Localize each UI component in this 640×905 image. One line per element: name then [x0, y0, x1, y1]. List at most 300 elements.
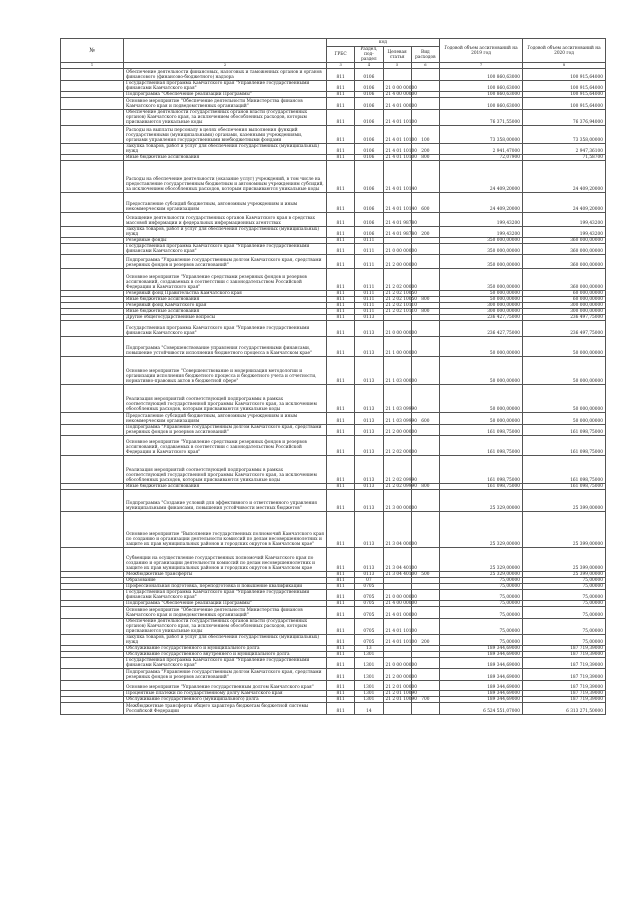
col-index: 1: [61, 63, 124, 69]
row-no: [61, 269, 124, 291]
row-2019: 50 000,00000: [440, 291, 523, 297]
row-rz: 0106: [355, 92, 383, 98]
col-code-header: код: [327, 39, 440, 47]
row-rz: 0106: [355, 161, 383, 193]
budget-table: [60, 38, 606, 715]
row-2019: 189 344,69000: [440, 669, 523, 681]
row-name: Основное мероприятие "Обеспечение деятельности Министерства финансов Камчатского края и подведомственных организаций": [124, 607, 327, 619]
row-rz: 0106: [355, 193, 383, 213]
row-grbs: 811: [327, 590, 355, 601]
row-grbs: 811: [327, 697, 355, 703]
row-no: [61, 144, 124, 155]
row-cs: 21 2 02 10050: [383, 291, 411, 297]
row-no: [61, 161, 124, 193]
col-2019-header: Годовой объем ассигнований на 2019 год: [440, 39, 523, 63]
row-cs: 21 0 00 00000: [383, 321, 411, 337]
row-cs: 21 2 02 00000: [383, 436, 411, 456]
row-no: [61, 213, 124, 227]
row-2020: 161 098,75000: [523, 436, 606, 456]
row-cs: 21 0 00 00000: [383, 590, 411, 601]
row-2019: 161 098,75000: [440, 436, 523, 456]
row-rz: 0111: [355, 291, 383, 297]
budget-table-page: [60, 38, 606, 715]
row-grbs: 811: [327, 69, 355, 81]
row-no: [61, 703, 124, 715]
row-name: Основное мероприятие "Управление средствами резервных фондов и резервов ассигнований, создаваемых в соответствии с законодательством Российской Федерации и Камчатского края": [124, 436, 327, 456]
row-cs: 21 3 04 00000: [383, 512, 411, 548]
row-no: [61, 337, 124, 357]
row-2019: 75,00000: [440, 584, 523, 590]
row-grbs: 811: [327, 126, 355, 144]
row-no: [61, 69, 124, 81]
row-no: [61, 98, 124, 110]
row-2020: 360 000,00000: [523, 238, 606, 244]
col-2020-header: Годовой объем ассигнований на 2020 год: [523, 39, 606, 63]
row-grbs: 811: [327, 98, 355, 110]
row-2020: 75,00000: [523, 635, 606, 646]
row-rz: 0106: [355, 144, 383, 155]
table-row: [61, 669, 606, 681]
row-cs: 21 0 00 00000: [383, 658, 411, 669]
row-2020: 199,43200: [523, 213, 606, 227]
row-rz: 0111: [355, 269, 383, 291]
row-name: Основное мероприятие "Выполнение государственных полномочий Камчатского края по созданию и организации деятельности комиссий по делам несовершеннолетних и защите их прав муниципальных районов и городских округов в Камчатском крае": [124, 512, 327, 548]
table-row: [61, 619, 606, 635]
row-vr: 800: [411, 484, 439, 490]
row-2020: 75,00000: [523, 590, 606, 601]
row-name: Расходы на обеспечение деятельности (оказание услуг) учреждений, в том числе на предоставление государственным бюджетным и автономным учреждениям субсидий, за исключением обособленных расходов, которым присваиваются уникальные коды: [124, 161, 327, 193]
table-row: [61, 413, 606, 425]
row-2020: 300 000,00000: [523, 303, 606, 309]
row-2019: 24 409,20000: [440, 161, 523, 193]
row-name: Подпрограмма "Создание условий для эффективного и ответственного управления муниципальными финансами, повышения устойчивости местных бюджетов": [124, 490, 327, 512]
row-name: Государственная программа Камчатского края "Управление государственными финансами Камчатского края": [124, 658, 327, 669]
row-cs: [383, 703, 411, 715]
col-cs-header: Целевая статья: [383, 47, 411, 63]
row-2020: 6 313 271,50000: [523, 703, 606, 715]
row-2020: 60 000,00000: [523, 297, 606, 303]
row-no: [61, 357, 124, 385]
row-2019: 161 098,75000: [440, 456, 523, 484]
row-2019: 199,43200: [440, 213, 523, 227]
table-row: [61, 681, 606, 691]
row-2019: 72,07900: [440, 155, 523, 161]
row-cs: 21 4 01 10140: [383, 161, 411, 193]
row-2020: 187 719,39000: [523, 658, 606, 669]
row-no: [61, 227, 124, 238]
row-no: [61, 681, 124, 691]
row-cs: 21 4 00 00000: [383, 601, 411, 607]
table-row: [61, 456, 606, 484]
row-2019: 76 371,55000: [440, 110, 523, 126]
table-row: [61, 126, 606, 144]
row-name: Процентные платежи по государственному долгу Камчатского края: [124, 691, 327, 697]
row-cs: 21 3 04 40100: [383, 548, 411, 572]
row-no: [61, 635, 124, 646]
row-2019: 75,00000: [440, 619, 523, 635]
col-index: 4: [355, 63, 383, 69]
table-row: [61, 337, 606, 357]
row-rz: 0111: [355, 297, 383, 303]
row-no: [61, 385, 124, 413]
row-name: Субвенции на осуществление государственных полномочий Камчатского края по созданию и организации деятельности комиссий по делам несовершеннолетних и защите их прав муниципальных районов и городских округов в Камчатском крае: [124, 548, 327, 572]
row-grbs: 811: [327, 92, 355, 98]
row-name: Подпрограмма "Обеспечение реализации Программы": [124, 92, 327, 98]
row-rz: 0113: [355, 315, 383, 321]
row-2019: 75,00000: [440, 601, 523, 607]
row-rz: 07: [355, 578, 383, 584]
row-2019: 189 344,69000: [440, 646, 523, 652]
row-rz: 0113: [355, 337, 383, 357]
row-cs: 21 1 03 09990: [383, 413, 411, 425]
row-rz: 13: [355, 646, 383, 652]
budget-rows: [61, 69, 606, 715]
row-grbs: 811: [327, 601, 355, 607]
row-name: Иные бюджетные ассигнования: [124, 155, 327, 161]
row-vr: 600: [411, 193, 439, 213]
row-vr: 500: [411, 572, 439, 578]
row-cs: 21 3 00 00000: [383, 490, 411, 512]
row-2020: 100 915,64000: [523, 92, 606, 98]
row-no: [61, 413, 124, 425]
table-row: [61, 357, 606, 385]
row-rz: 1301: [355, 691, 383, 697]
row-grbs: 811: [327, 297, 355, 303]
row-rz: 1301: [355, 658, 383, 669]
row-2019: 350 000,00000: [440, 269, 523, 291]
row-2019: 189 344,69000: [440, 658, 523, 669]
row-cs: 21 1 03 00000: [383, 357, 411, 385]
row-grbs: 811: [327, 619, 355, 635]
row-grbs: 811: [327, 607, 355, 619]
table-row: [61, 607, 606, 619]
row-2020: 25 399,00000: [523, 548, 606, 572]
row-rz: 0111: [355, 244, 383, 255]
row-name: Основное мероприятие "Обеспечение деятельности Министерства финансов Камчатского края и подведомственных организаций": [124, 98, 327, 110]
row-2019: 2 941,47000: [440, 144, 523, 155]
row-vr: 200: [411, 144, 439, 155]
row-rz: 0106: [355, 110, 383, 126]
table-row: [61, 244, 606, 255]
table-row: [61, 635, 606, 646]
row-rz: 0111: [355, 238, 383, 244]
row-vr: [411, 703, 439, 715]
row-2020: 75,00000: [523, 601, 606, 607]
row-name: Основное мероприятие "Совершенствование и модернизация методологии и организации исполнения бюджетного процесса и бюджетного учета и отчетности, нормативно-правовых актов в бюджетной сфере": [124, 357, 327, 385]
row-name: Иные бюджетные ассигнования: [124, 297, 327, 303]
row-cs: 21 3 04 40100: [383, 572, 411, 578]
row-grbs: 811: [327, 110, 355, 126]
row-name: Резервные фонды: [124, 238, 327, 244]
row-cs: 21 2 01 00000: [383, 681, 411, 691]
row-name: Оснащение деятельности государственных органов Камчатского края в средствах массовой информации и федеральных информационных агентствах: [124, 213, 327, 227]
row-2020: 236 497,75000: [523, 315, 606, 321]
col-rz-header: Раздел, под-раздел: [355, 47, 383, 63]
row-2019: 24 409,20000: [440, 193, 523, 213]
row-vr: 600: [411, 413, 439, 425]
row-no: [61, 456, 124, 484]
row-rz: 0106: [355, 81, 383, 92]
row-name: Обеспечение деятельности финансовых, налоговых и таможенных органов и органов финансового (финансово-бюджетного) надзора: [124, 69, 327, 81]
row-name: Межбюджетные трансферты: [124, 572, 327, 578]
row-grbs: 811: [327, 309, 355, 315]
row-2020: 236 497,75000: [523, 321, 606, 337]
row-2019: 100 860,63000: [440, 92, 523, 98]
row-2019: 25 329,00000: [440, 572, 523, 578]
row-2020: 360 000,00000: [523, 255, 606, 269]
row-2019: 189 344,69000: [440, 681, 523, 691]
row-2019: 25 329,00000: [440, 548, 523, 572]
row-2019: 73 358,00000: [440, 126, 523, 144]
row-grbs: 811: [327, 413, 355, 425]
row-rz: 0113: [355, 512, 383, 548]
row-2019: 25 329,00000: [440, 490, 523, 512]
row-2019: 100 860,63000: [440, 81, 523, 92]
row-2020: 75,00000: [523, 619, 606, 635]
row-name: Реализация мероприятий соответствующей подпрограммы в рамках соответствующей государственной программы Камчатского края, за исключением обособленных расходов, которым присваиваются уникальные коды: [124, 456, 327, 484]
row-2019: 75,00000: [440, 635, 523, 646]
row-rz: 0111: [355, 255, 383, 269]
table-row: [61, 590, 606, 601]
row-cs: 21 4 01 10140: [383, 193, 411, 213]
row-2020: 161 098,75000: [523, 484, 606, 490]
row-no: [61, 436, 124, 456]
row-cs: 21 4 01 00000: [383, 607, 411, 619]
row-cs: 21 2 02 10110: [383, 303, 411, 309]
row-name: Закупка товаров, работ и услуг для обеспечения государственных (муниципальных) нужд: [124, 635, 327, 646]
row-2019: 300 000,00000: [440, 303, 523, 309]
row-no: [61, 548, 124, 572]
row-2019: 75,00000: [440, 590, 523, 601]
table-row: [61, 161, 606, 193]
row-2019: 50 000,00000: [440, 413, 523, 425]
table-row: [61, 227, 606, 238]
row-grbs: 811: [327, 315, 355, 321]
row-rz: 0705: [355, 590, 383, 601]
row-rz: 0705: [355, 601, 383, 607]
row-name: Основное мероприятие "Управление государственным долгом Камчатского края": [124, 681, 327, 691]
row-vr: [411, 69, 439, 81]
table-row: [61, 255, 606, 269]
row-grbs: 811: [327, 584, 355, 590]
row-grbs: 811: [327, 244, 355, 255]
row-2020: 2 947,36100: [523, 144, 606, 155]
row-rz: 0113: [355, 413, 383, 425]
col-grbs-header: ГРБС: [327, 47, 355, 63]
table-row: [61, 658, 606, 669]
row-no: [61, 193, 124, 213]
row-2019: 50 000,00000: [440, 297, 523, 303]
row-2019: 100 860,63000: [440, 69, 523, 81]
row-grbs: 811: [327, 144, 355, 155]
row-cs: 21 4 01 10100: [383, 144, 411, 155]
row-2019: 199,43200: [440, 227, 523, 238]
row-cs: 21 0 00 00000: [383, 244, 411, 255]
row-grbs: 811: [327, 436, 355, 456]
row-2019: 161 098,75000: [440, 425, 523, 436]
row-2020: 100 915,64000: [523, 98, 606, 110]
row-grbs: 811: [327, 161, 355, 193]
row-name: Иные бюджетные ассигнования: [124, 484, 327, 490]
table-row: [61, 385, 606, 413]
row-2020: 25 399,00000: [523, 572, 606, 578]
row-no: [61, 619, 124, 635]
row-rz: 0705: [355, 619, 383, 635]
row-vr: 200: [411, 227, 439, 238]
row-2020: 187 719,39000: [523, 646, 606, 652]
row-name: Закупка товаров, работ и услуг для обеспечения государственных (муниципальных) нужд: [124, 144, 327, 155]
row-cs: 21 2 02 10110: [383, 309, 411, 315]
row-vr: 100: [411, 126, 439, 144]
row-vr: 200: [411, 635, 439, 646]
row-grbs: 811: [327, 238, 355, 244]
row-rz: 0113: [355, 436, 383, 456]
row-rz: 0111: [355, 309, 383, 315]
row-name: Подпрограмма "Управление государственным долгом Камчатского края, средствами резервных фондов и резервов ассигнований": [124, 425, 327, 436]
row-rz: 0113: [355, 357, 383, 385]
table-row: [61, 321, 606, 337]
table-row: [61, 193, 606, 213]
table-row: [61, 436, 606, 456]
row-grbs: 811: [327, 385, 355, 413]
row-rz: 1301: [355, 697, 383, 703]
row-grbs: 811: [327, 652, 355, 658]
row-rz: 0113: [355, 490, 383, 512]
row-2020: 300 000,00000: [523, 309, 606, 315]
row-2020: 187 719,39000: [523, 669, 606, 681]
table-row: [61, 110, 606, 126]
row-2020: 187 719,39000: [523, 691, 606, 697]
row-name: Подпрограмма "Совершенствование управления государственными финансами, повышение устойчивости исполнения бюджетного процесса в Камчатском крае": [124, 337, 327, 357]
row-2019: 50 000,00000: [440, 385, 523, 413]
row-name: Предоставление субсидий бюджетным, автономным учреждениям и иным некоммерческим организациям: [124, 413, 327, 425]
row-rz: 0705: [355, 584, 383, 590]
row-2019: 300 000,00000: [440, 309, 523, 315]
col-index: 3: [327, 63, 355, 69]
table-row: [61, 213, 606, 227]
row-name: Обеспечение деятельности государственных органов власти (государственных органов) Камчатского края, за исключением обособленных расходов, которым присваиваются уникальные коды: [124, 619, 327, 635]
table-row: [61, 98, 606, 110]
row-rz: 0106: [355, 98, 383, 110]
row-2019: 50 000,00000: [440, 337, 523, 357]
row-name: Иные бюджетные ассигнования: [124, 309, 327, 315]
row-cs: 21 1 00 00000: [383, 337, 411, 357]
row-2019: 236 427,75000: [440, 315, 523, 321]
row-grbs: 811: [327, 303, 355, 309]
row-2020: 24 409,20000: [523, 161, 606, 193]
row-name: Подпрограмма "Управление государственным долгом Камчатского края, средствами резервных фондов и резервов ассигнований": [124, 669, 327, 681]
row-no: [61, 490, 124, 512]
row-rz: 1301: [355, 669, 383, 681]
row-cs: 21 2 01 10090: [383, 697, 411, 703]
row-name: Государственная программа Камчатского края "Управление государственными финансами Камчатского края": [124, 244, 327, 255]
row-name: Профессиональная подготовка, переподготовка и повышение квалификации: [124, 584, 327, 590]
row-grbs: 811: [327, 213, 355, 227]
row-2019: 189 344,69000: [440, 691, 523, 697]
table-row: [61, 703, 606, 715]
row-no: [61, 255, 124, 269]
row-grbs: 811: [327, 669, 355, 681]
row-no: [61, 244, 124, 255]
row-2019: 350 000,00000: [440, 238, 523, 244]
row-2020: 75,00000: [523, 607, 606, 619]
row-2019: 189 344,69000: [440, 652, 523, 658]
row-cs: 21 4 01 10100: [383, 155, 411, 161]
row-grbs: 811: [327, 425, 355, 436]
row-2020: 187 719,39000: [523, 697, 606, 703]
row-cs: 21 1 03 09990: [383, 385, 411, 413]
row-2019: 25 329,00000: [440, 512, 523, 548]
col-vr-header: Вид расходов: [411, 47, 439, 63]
row-cs: 21 4 01 10100: [383, 635, 411, 646]
row-rz: 1301: [355, 681, 383, 691]
row-grbs: 811: [327, 572, 355, 578]
row-2020: 60 000,00000: [523, 291, 606, 297]
row-grbs: 811: [327, 227, 355, 238]
row-2019: 161 098,75000: [440, 484, 523, 490]
row-rz: 14: [355, 703, 383, 715]
row-no: [61, 425, 124, 436]
row-name: Обслуживание государственного и муниципального долга: [124, 646, 327, 652]
col-no-header: №: [61, 39, 124, 63]
row-rz: 0106: [355, 69, 383, 81]
row-2020: 161 098,75000: [523, 425, 606, 436]
table-row: [61, 81, 606, 92]
row-cs: 21 4 00 00000: [383, 92, 411, 98]
row-rz: 0705: [355, 607, 383, 619]
row-cs: 21 2 00 00000: [383, 669, 411, 681]
row-rz: 0113: [355, 385, 383, 413]
row-grbs: 811: [327, 548, 355, 572]
row-name: Подпрограмма "Обеспечение реализации Программы": [124, 601, 327, 607]
row-name: Предоставление субсидий бюджетным, автономным учреждениям и иным некоммерческим организациям: [124, 193, 327, 213]
row-2020: 50 000,00000: [523, 413, 606, 425]
row-name: Основное мероприятие "Управление средствами резервных фондов и резервов ассигнований, создаваемых в соответствии с законодательством Российской Федерации и Камчатского края": [124, 269, 327, 291]
row-name: Государственная программа Камчатского края "Управление государственными финансами Камчатского края": [124, 321, 327, 337]
row-2020: 25 399,00000: [523, 490, 606, 512]
row-2019: 100 860,63000: [440, 98, 523, 110]
row-2019: 350 000,00000: [440, 244, 523, 255]
table-row: [61, 490, 606, 512]
row-name: Обслуживание государственного (муниципального) долга: [124, 697, 327, 703]
row-2019: 189 344,69000: [440, 697, 523, 703]
row-2020: 76 376,94000: [523, 110, 606, 126]
col-index: 7: [440, 63, 523, 69]
row-2020: 360 000,00000: [523, 269, 606, 291]
row-vr: 800: [411, 155, 439, 161]
row-rz: 0106: [355, 155, 383, 161]
row-2020: 71,58700: [523, 155, 606, 161]
row-name: Резервный фонд Камчатского края: [124, 303, 327, 309]
row-name: Другие общегосударственные вопросы: [124, 315, 327, 321]
row-2019: 75,00000: [440, 607, 523, 619]
row-name: Закупка товаров, работ и услуг для обеспечения государственных (муниципальных) нужд: [124, 227, 327, 238]
row-vr: 800: [411, 297, 439, 303]
row-cs: 21 2 02 10050: [383, 297, 411, 303]
row-grbs: 811: [327, 357, 355, 385]
row-grbs: 811: [327, 681, 355, 691]
row-rz: 0111: [355, 303, 383, 309]
row-grbs: 811: [327, 512, 355, 548]
row-2020: 50 000,00000: [523, 385, 606, 413]
row-no: [61, 590, 124, 601]
row-name: Расходы на выплаты персоналу в целях обеспечения выполнения функций государственными (муниципальными) органами, казенными учреждениями, органами управления государственными внебюджетными фондами: [124, 126, 327, 144]
row-rz: 0705: [355, 635, 383, 646]
row-rz: 0113: [355, 484, 383, 490]
row-grbs: 811: [327, 691, 355, 697]
row-cs: [383, 69, 411, 81]
row-rz: 0106: [355, 213, 383, 227]
